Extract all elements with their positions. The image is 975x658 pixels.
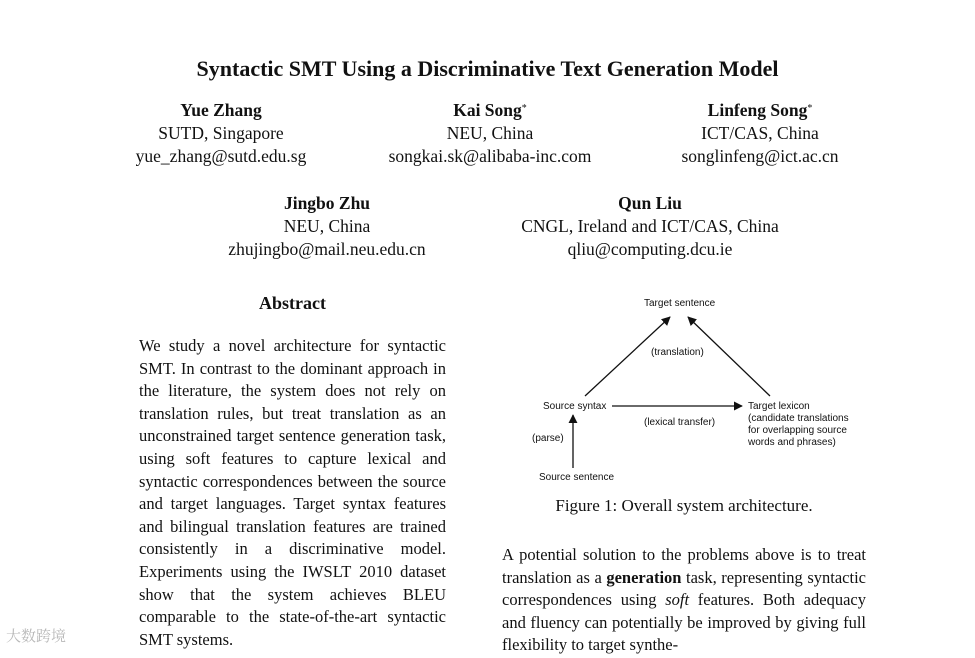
author-name: Kai Song* bbox=[453, 100, 527, 120]
body-paragraph: A potential solution to the problems above is to treat translation as a generation task, representing syntactic correspondences using soft features. Both adequacy and fluency can potentially be improved by giving full flexibility to target synthe- bbox=[502, 545, 866, 655]
architecture-diagram bbox=[520, 290, 880, 490]
author-affiliation: SUTD, Singapore bbox=[158, 123, 284, 143]
author-block-3 bbox=[655, 99, 865, 168]
author-affiliation: NEU, China bbox=[283, 216, 371, 236]
author-email[interactable]: songlinfeng@ict.ac.cn bbox=[681, 146, 839, 166]
target-lexicon-note-line: words and phrases) bbox=[748, 437, 836, 448]
author-block-1 bbox=[110, 99, 332, 168]
author-email[interactable]: songkai.sk@alibaba-inc.com bbox=[388, 146, 592, 166]
node-source-syntax: Source syntax bbox=[543, 401, 607, 412]
author-name: Linfeng Song* bbox=[707, 100, 813, 120]
author-affiliation: CNGL, Ireland and ICT/CAS, China bbox=[521, 216, 779, 236]
bold-term: generation bbox=[606, 567, 682, 587]
figure-caption: Figure 1: Overall system architecture. bbox=[555, 496, 813, 515]
target-lexicon-note-line: (candidate translations bbox=[748, 413, 849, 424]
abstract-heading: Abstract bbox=[259, 293, 326, 313]
edge-parse-label: (parse) bbox=[532, 433, 564, 444]
watermark: 大数跨境 bbox=[6, 627, 67, 645]
author-name: Jingbo Zhu bbox=[283, 193, 371, 213]
paper-title: Syntactic SMT Using a Discriminative Text Generation Model bbox=[196, 56, 779, 81]
node-target-sentence: Target sentence bbox=[644, 298, 716, 309]
author-email[interactable]: zhujingbo@mail.neu.edu.cn bbox=[228, 239, 426, 259]
node-source-sentence: Source sentence bbox=[539, 472, 615, 483]
author-email[interactable]: qliu@computing.dcu.ie bbox=[567, 239, 733, 259]
author-affiliation: NEU, China bbox=[446, 123, 534, 143]
italic-term: soft bbox=[665, 590, 690, 610]
architecture-figure bbox=[520, 290, 880, 490]
edge-lexical-transfer-label: (lexical transfer) bbox=[644, 417, 716, 428]
author-name: Yue Zhang bbox=[180, 100, 262, 120]
author-email[interactable]: yue_zhang@sutd.edu.sg bbox=[135, 146, 307, 166]
abstract-text: We study a novel architecture for syntactic SMT. In contrast to the dominant approach in the literature, the system does not rely on translation rules, but treat translation as an unconstrained target sentence generation task, using soft features to capture lexical and syntactic correspondences between the source and target languages. Target syntax features and bilingual translation features are trained consistently in a discriminative model. Experiments using the IWSLT 2010 dataset show that the system achieves BLEU comparable to the state-of-the-art syntactic SMT systems. bbox=[139, 336, 446, 649]
author-name: Qun Liu bbox=[618, 193, 682, 213]
author-block-4 bbox=[205, 192, 449, 261]
author-block-2 bbox=[370, 99, 610, 168]
target-lexicon-note-line: for overlapping source bbox=[748, 425, 847, 436]
edge-translation-label: (translation) bbox=[651, 347, 704, 358]
node-target-lexicon: Target lexicon bbox=[748, 401, 810, 412]
author-affiliation: ICT/CAS, China bbox=[701, 123, 819, 143]
author-block-5 bbox=[488, 192, 812, 261]
